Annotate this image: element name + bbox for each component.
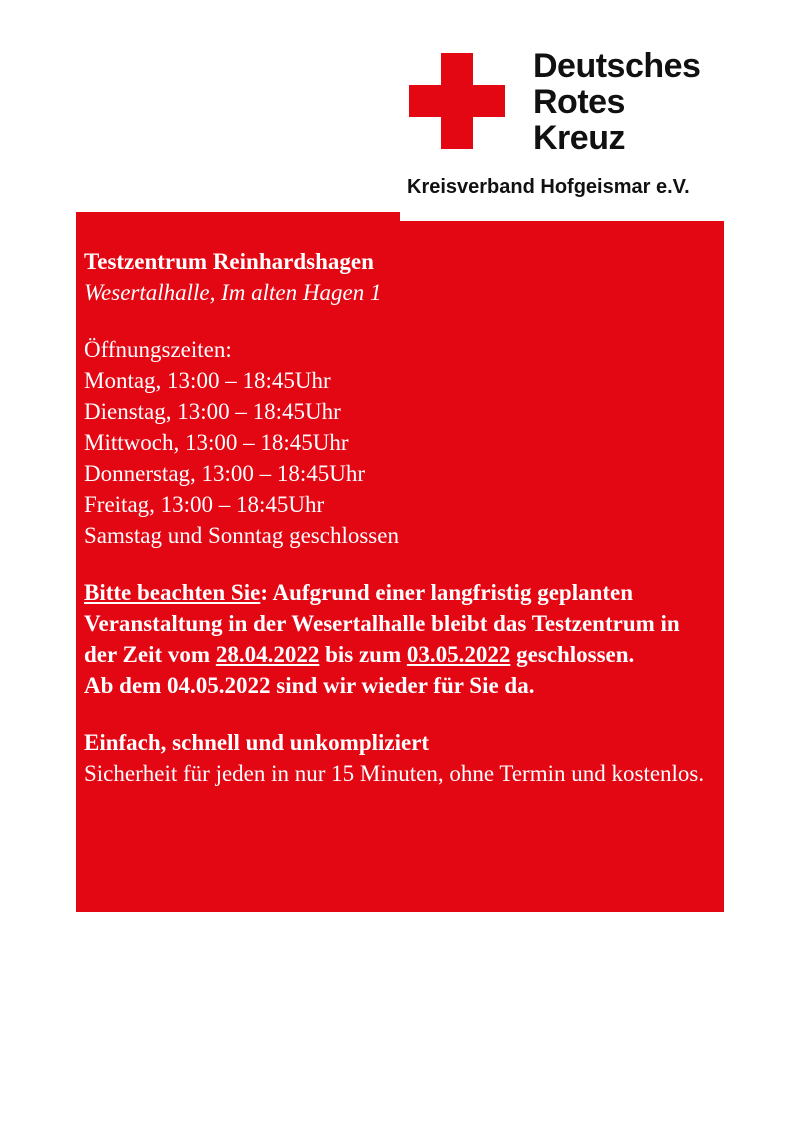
red-cross-logo-icon [409,53,505,149]
info-box-notch [400,212,725,221]
hours-row: Dienstag, 13:00 – 18:45Uhr [84,399,341,424]
logo-line-2: Rotes [533,83,625,121]
logo-wordmark [533,48,700,156]
hours-row: Montag, 13:00 – 18:45Uhr [84,368,331,393]
hours-heading: Öffnungszeiten: [84,337,232,362]
logo-line-3: Kreuz [533,119,625,157]
notice-text-1: Aufgrund einer langfristig geplanten Veranstaltung in der Wesertalhalle bleibt das Testzentrum in der Zeit vom [84,580,680,667]
testzentrum-address: Wesertalhalle, Im alten Hagen 1 [84,280,382,305]
notice-text-2: bis zum [319,642,407,667]
info-content [84,246,714,789]
logo-line-1: Deutsches [533,47,701,85]
notice-date-from: 28.04.2022 [215,642,320,667]
notice-text-3: geschlossen. [510,642,635,667]
notice-line-2: Ab dem 04.05.2022 sind wir wieder für Sie da. [84,673,535,698]
hours-row: Samstag und Sonntag geschlossen [84,523,399,548]
notice-date-to: 03.05.2022 [406,642,511,667]
notice-paragraph [84,577,714,670]
notice-label: Bitte beachten Sie [84,580,261,605]
notice-colon: : [260,580,268,605]
testzentrum-title: Testzentrum Reinhardshagen [84,249,374,274]
closing-heading: Einfach, schnell und unkompliziert [84,730,430,755]
closing-text: Sicherheit für jeden in nur 15 Minuten, ohne Termin und kostenlos. [84,761,705,786]
hours-row: Freitag, 13:00 – 18:45Uhr [84,492,325,517]
org-name: Kreisverband Hofgeismar e.V. [407,176,690,198]
hours-row: Mittwoch, 13:00 – 18:45Uhr [84,430,349,455]
hours-row: Donnerstag, 13:00 – 18:45Uhr [84,461,366,486]
